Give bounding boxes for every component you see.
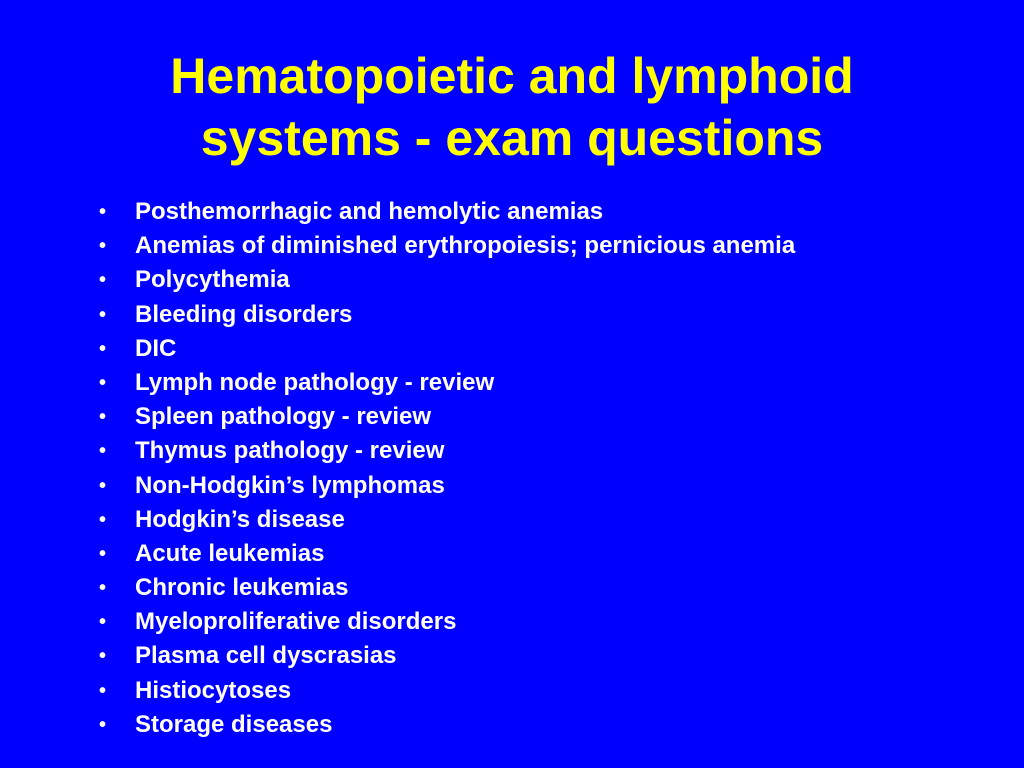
bullet-text: Lymph node pathology - review [135,368,495,396]
bullet-text: Bleeding disorders [135,300,353,328]
bullet-icon: • [99,406,107,429]
bullet-text: Histiocytoses [135,676,292,704]
bullet-text: Anemias of diminished erythropoiesis; pernicious anemia [135,232,796,260]
bullet-text: DIC [135,334,177,362]
slide-title [0,45,1024,169]
bullet-text: Spleen pathology - review [135,403,432,431]
bullet-icon: • [99,713,107,736]
bullet-icon: • [99,474,107,497]
bullet-text: Polycythemia [135,266,290,294]
bullet-icon: • [99,577,107,600]
bullet-icon: • [99,337,107,360]
bullet-text: Myeloproliferative disorders [135,608,457,636]
bullet-icon: • [99,269,107,292]
bullet-icon: • [99,508,107,531]
bullet-icon: • [99,371,107,394]
bullet-icon: • [99,303,107,326]
bullet-text: Plasma cell dyscrasias [135,642,397,670]
bullet-icon: • [99,542,107,565]
bullet-icon: • [99,645,107,668]
slide-title-line-2: systems - exam questions [200,110,824,166]
bullet-text: Posthemorrhagic and hemolytic anemias [135,198,604,225]
bullet-icon: • [99,235,107,258]
bullet-text: Non-Hodgkin’s lymphomas [135,471,445,499]
bullet-text: Acute leukemias [135,539,325,567]
slide-title-line-1: Hematopoietic and lymphoid [170,48,854,104]
bullet-text: Chronic leukemias [135,574,349,602]
bullet-icon: • [99,611,107,634]
bullet-icon: • [99,440,107,463]
bullet-icon: • [99,201,107,223]
bullet-text: Storage diseases [135,710,333,738]
bullet-text: Hodgkin’s disease [135,505,345,533]
bullet-text: Thymus pathology - review [135,437,445,465]
bullet-icon: • [99,679,107,702]
